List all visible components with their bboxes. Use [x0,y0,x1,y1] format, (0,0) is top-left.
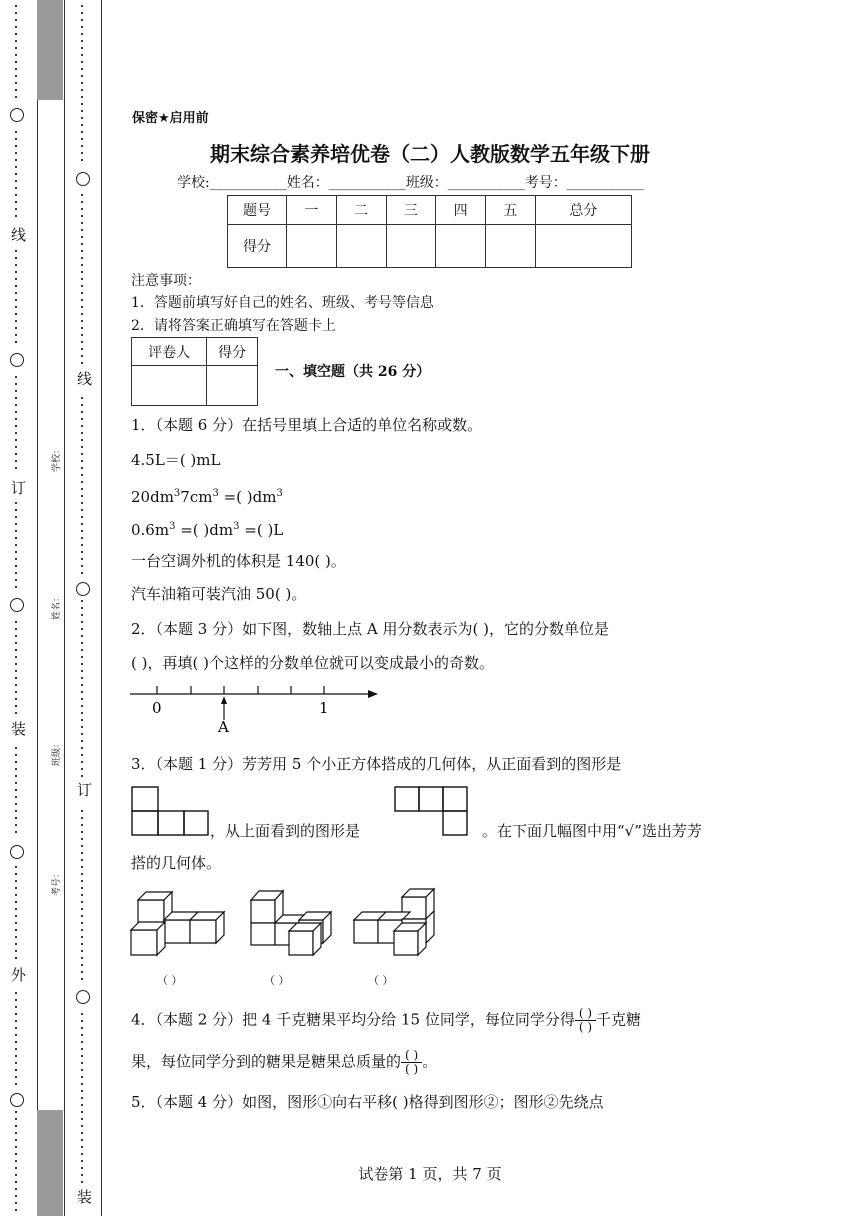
inner-circle-1 [76,172,90,186]
q4-line2: 果，每位同学分到的糖果是糖果总质量的 $\frac{( )}{( )}$ 。 [131,1048,438,1076]
score-header-cell: 三 [386,196,436,225]
q5-line1: 5．（本题 4 分）如图，图形①向右平移( )格得到图形②；图形②先绕点 [131,1093,604,1111]
reviewer-table [131,337,258,406]
axis-label-0: 0 [152,699,162,717]
outer-char-wai: 外 [11,966,27,984]
q1-line2: $20dm^37cm^3$ =( )$dm^3$ [131,488,283,506]
score-table [227,195,632,268]
cube-figure-3 [350,885,442,960]
inner-circle-2 [76,582,90,596]
point-label-a: A [218,718,229,734]
inner-char-ding: 订 [77,781,93,799]
score-cell[interactable] [436,225,486,268]
score-row-label: 得分 [228,225,287,268]
score-cell[interactable] [535,225,631,268]
note-item: 1．答题前填写好自己的姓名、班级、考号等信息 [131,295,434,311]
score-header-cell: 四 [436,196,486,225]
reviewer-cell[interactable] [132,366,207,406]
strip-label-id: 考号： [52,868,63,897]
inner-circle-3 [76,990,90,1004]
q1-line4: 一台空调外机的体积是 140( )。 [131,552,346,570]
score-header-cell: 五 [486,196,536,225]
reviewer-header: 评卷人 [132,338,207,366]
gray-band-top [37,0,63,100]
outer-circle-3 [10,598,24,612]
cube-figure-2 [245,885,337,960]
notes-heading: 注意事项： [131,273,201,289]
content-border [101,0,102,1216]
q1-line3: $0.6m^3$ =( )$dm^3$ =( )L [131,521,284,539]
page-title: 期末综合素养培优卷（二）人教版数学五年级下册 [210,142,650,166]
reviewer-score-header: 得分 [207,338,258,366]
strip-label-name: 姓名： [52,592,63,621]
score-header-cell: 题号 [228,196,287,225]
strip-label-school: 学校： [52,444,63,473]
outer-char-zhuang: 装 [11,720,27,738]
page-footer: 试卷第 1 页，共 7 页 [358,1165,502,1183]
score-cell[interactable] [336,225,386,268]
score-header-cell: 一 [287,196,337,225]
note-item: 2．请将答案正确填写在答题卡上 [131,318,336,334]
q3-line1: 3．（本题 1 分）芳芳用 5 个小正方体搭成的几何体，从正面看到的图形是 [131,755,622,773]
q2-line1: 2．（本题 3 分）如下图，数轴上点 A 用分数表示为( )，它的分数单位是 [131,620,609,638]
inner-char-zhuang: 装 [77,1188,93,1206]
outer-circle-4 [10,845,24,859]
outer-char-xian: 线 [11,226,27,244]
choice-paren-2[interactable]: （ ） [264,974,290,987]
score-cell[interactable] [486,225,536,268]
front-view-figure [130,785,210,837]
section-title: 一、填空题（共 26 分） [275,364,431,380]
inner-char-xian: 线 [77,370,93,388]
q3-mid: ，从上面看到的图形是 [210,822,361,840]
q4-line1: 4．（本题 2 分）把 4 千克糖果平均分给 15 位同学，每位同学分得 $\frac{( )}{( )}$ 千克糖 [131,1006,642,1034]
top-view-figure [393,785,471,837]
outer-circle-1 [10,108,24,122]
outer-circle-2 [10,353,24,367]
q3-tail: 。在下面几幅图中用“√”选出芳芳 [482,822,702,840]
score-header-cell: 二 [336,196,386,225]
secret-label: 保密★启用前 [132,111,209,126]
fraction-blank[interactable]: $\frac{( )}{( )}$ [401,1049,422,1076]
q2-line2: ( )，再填( )个这样的分数单位就可以变成最小的奇数。 [131,654,494,672]
q1-line1: 4.5L＝( )mL [131,451,221,469]
cube-figure-1 [128,885,233,960]
score-cell[interactable] [386,225,436,268]
score-cell[interactable] [287,225,337,268]
reviewer-score-cell[interactable] [207,366,258,406]
score-header-cell: 总分 [535,196,631,225]
q1-line5: 汽车油箱可装汽油 50( )。 [131,585,307,603]
student-info-line: 学校:___________姓名：___________班级：___________考号：___________ [177,175,644,191]
strip-label-class: 班级： [52,738,63,767]
axis-label-1: 1 [319,699,329,717]
number-line [128,682,388,734]
q3-line3: 搭的几何体。 [131,854,222,872]
outer-circle-5 [10,1093,24,1107]
choice-paren-3[interactable]: （ ） [368,974,394,987]
fraction-blank[interactable]: $\frac{( )}{( )}$ [575,1007,596,1034]
q1-stem: 1．（本题 6 分）在括号里填上合适的单位名称或数。 [131,416,483,434]
choice-paren-1[interactable]: （ ） [157,974,183,987]
outer-char-ding: 订 [11,479,27,497]
